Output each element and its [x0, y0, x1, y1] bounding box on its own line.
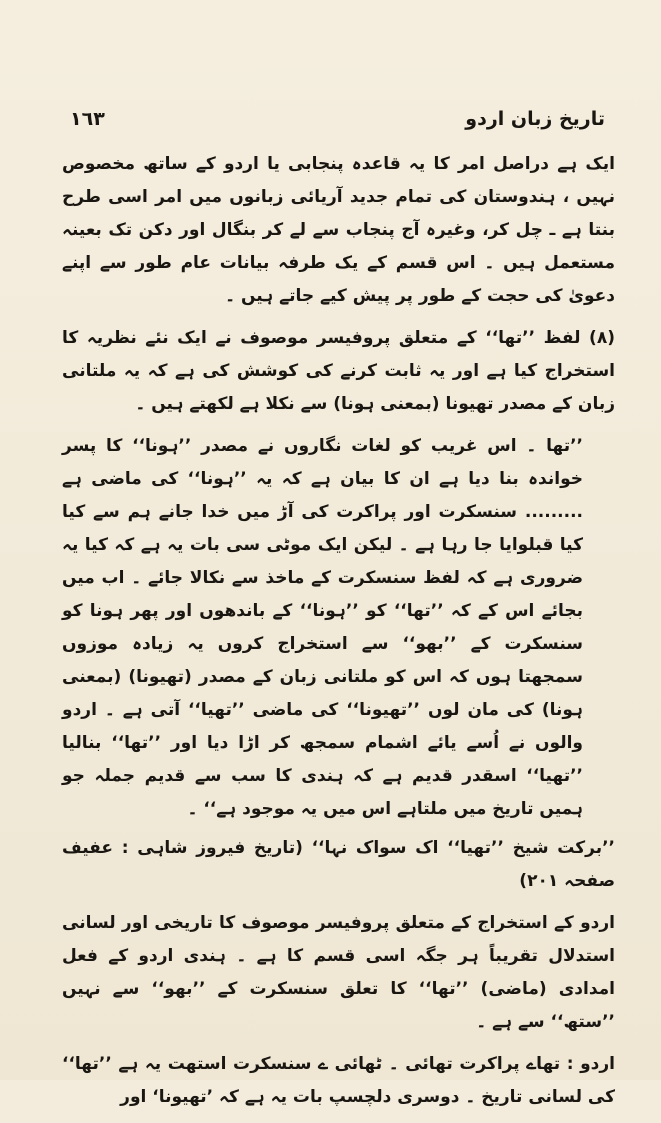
paragraph-derivation: اردو : تھاے پراکرت تھائی ۔ ٹھائی ے سنسکرت استھت یہ ہے ’’تھا‘‘ کی لسانی تاریخ ۔ دوسری دلچسپ بات یہ ہے کہ ’تھیونا‘ اور [62, 1054, 615, 1107]
paragraph-argument: اردو کے استخراج کے متعلق پروفیسر موصوف کا تاریخی اور لسانی استدلال تقریباً ہر جگہ اسی قسم کا ہے ۔ ہندی اردو کے فعل امدادی (ماضی) ’’تھا‘‘ کا تعلق سنسکرت کے ’’بھو‘‘ سے نہیں ’’ستھ‘‘ سے ہے ۔ [62, 913, 615, 1032]
page-body [62, 148, 615, 1123]
page-header [70, 108, 605, 138]
paragraph-imperative-rule: ایک ہے دراصل امر کا یہ قاعدہ پنجابی یا اردو کے ساتھ مخصوص نہیں ، ہندوستان کی تمام جدید آریائی زبانوں میں امر اسی طرح بنتا ہے ـ چل کر، وغیرہ آج پنجاب سے لے کر بنگال اور دکن تک بعینہ مستعمل ہیں ۔ اس قسم کے یک طرفہ بیانات عام طور سے اپنے دعویٰ کی حجت کے طور پر پیش کیے جاتے ہیں ۔ [62, 154, 615, 306]
citation-line: ’’برکت شیخ ’’تھیا‘‘ اک سواک نہا‘‘ (تاریخ فیروز شاہی : عفیف صفحہ ۲۰۱) [62, 838, 615, 891]
running-title: تاریخ زبان اردو [465, 108, 605, 130]
paragraph-tha-etymology: (۸) لفظ ’’تھا‘‘ کے متعلق پروفیسر موصوف نے ایک نئے نظریہ کا استخراج کیا ہے اور یہ ثابت کرنے کی کوشش کی ہے کہ یہ ملتانی زبان کے مصدر تھیونا (بمعنی ہونا) سے نکلا ہے لکھتے ہیں ۔ [62, 328, 615, 414]
page-number: ١٦٣ [70, 108, 105, 130]
quoted-passage: ’’تھا ۔ اس غریب کو لغات نگاروں نے مصدر ’’ہونا‘‘ کا پسر خواندہ بنا دیا ہے ان کا بیان ہے کہ یہ ’’ہونا‘‘ کی ماضی ہے ......... سنسکرت اور پراکرت کی آڑ میں خدا جانے ہم سے کیا کیا قبلوایا جا رہا ہے ۔ لیکن ایک موٹی سی بات یہ ہے کہ کیا یہ ضروری ہے کہ لفظ سنسکرت کے ماخذ سے نکالا جائے ۔ اب میں بجائے اس کے کہ ’’تھا‘‘ کو ’’ہونا‘‘ کے باندھوں اور پھر ہونا کو سنسکرت کے ’’بھو‘‘ سے استخراج کروں یہ زیادہ موزوں سمجھتا ہوں کہ اس کو ملتانی زبان کے مصدر (تھیونا) (بمعنی ہونا) کی مان لوں ’’تھیونا‘‘ کی ماضی ’’تھیا‘‘ آتی ہے ۔ اردو والوں نے اُسے یائے اشمام سمجھ کر اڑا دیا اور ’’تھا‘‘ بنالیا ’’تھیا‘‘ اسقدر قدیم ہے کہ ہندی کا سب سے قدیم جملہ جو ہمیں تاریخ میں ملتاہے اس میں یہ موجود ہے‘‘ ۔ [62, 436, 583, 819]
